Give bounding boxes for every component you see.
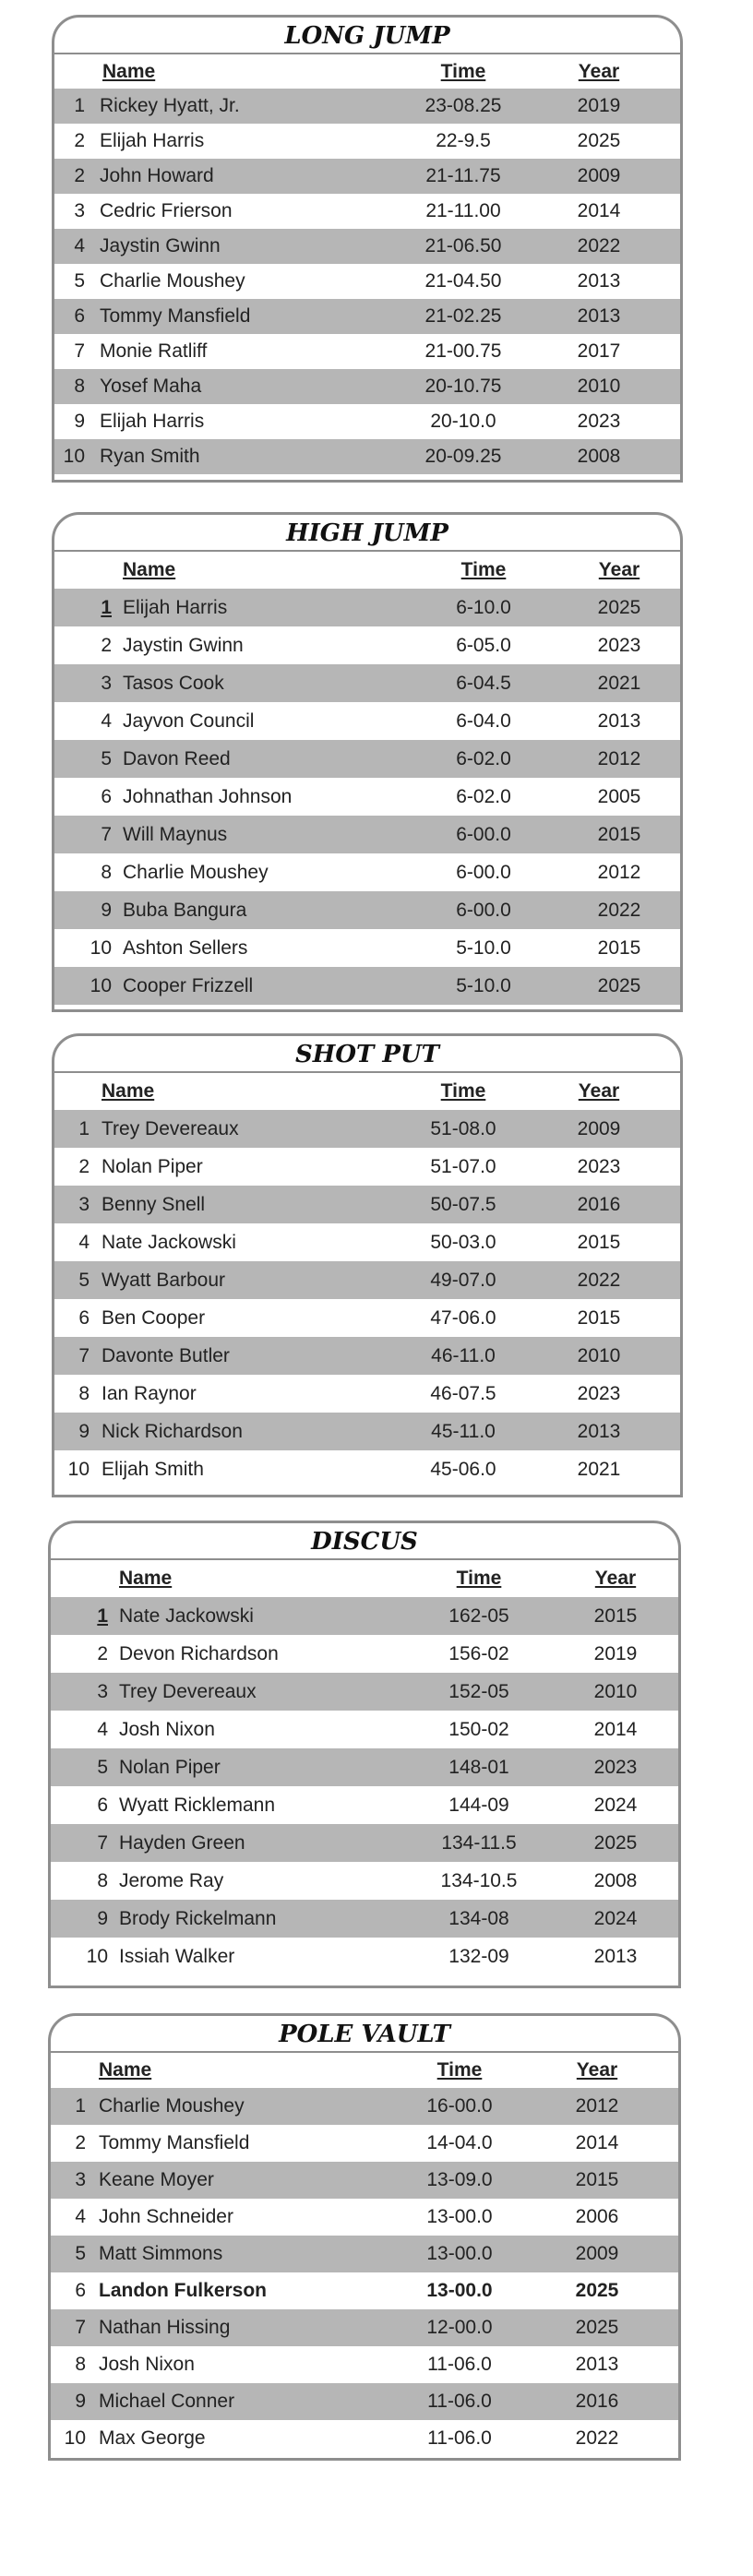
name-cell: Wyatt Barbour	[102, 1269, 226, 1291]
name-cell: Elijah Smith	[102, 1458, 204, 1480]
name-cell: Wyatt Ricklemann	[119, 1794, 276, 1816]
rank-cell: 10	[86, 1945, 108, 1967]
year-cell: 2016	[577, 1193, 621, 1215]
rank-cell: 2	[97, 1642, 108, 1664]
rank-cell: 2	[75, 2132, 86, 2153]
table-row	[54, 124, 680, 159]
rank-cell: 7	[78, 1344, 90, 1366]
table-row	[51, 1635, 678, 1673]
name-cell: Yosef Maha	[100, 376, 202, 397]
time-cell: 148-01	[448, 1756, 509, 1778]
rank-cell: 5	[74, 270, 85, 292]
table-header	[51, 2053, 678, 2088]
table-row	[54, 264, 680, 299]
rank-cell: 9	[78, 1420, 90, 1442]
time-cell: 162-05	[448, 1604, 509, 1627]
rank-cell: 6	[97, 1794, 108, 1816]
name-cell: Nolan Piper	[119, 1756, 221, 1778]
time-cell: 5-10.0	[456, 974, 511, 996]
table-row	[54, 1223, 680, 1261]
year-cell: 2016	[575, 2391, 619, 2412]
name-cell: Trey Devereaux	[102, 1117, 239, 1139]
table-row	[54, 439, 680, 474]
year-cell: 2024	[593, 1907, 638, 1929]
year-cell: 2023	[577, 1155, 621, 1177]
rank-cell: 7	[74, 340, 85, 362]
year-cell: 2013	[577, 305, 621, 327]
time-header: Time	[440, 60, 486, 82]
year-cell: 2010	[577, 376, 621, 397]
rank-cell: 3	[101, 672, 112, 694]
rank-cell: 5	[101, 747, 112, 769]
year-cell: 2025	[575, 2317, 619, 2338]
rank-cell: 9	[97, 1907, 108, 1929]
name-cell: Nate Jackowski	[102, 1231, 236, 1253]
time-cell: 45-11.0	[431, 1420, 496, 1442]
year-header: Year	[576, 2059, 618, 2081]
name-cell: Davon Reed	[123, 747, 231, 769]
section-title: HIGH JUMP	[54, 515, 680, 552]
table-row	[54, 1261, 680, 1299]
year-cell: 2010	[577, 1344, 621, 1366]
year-cell: 2021	[577, 1458, 621, 1480]
table-header	[51, 1560, 678, 1597]
name-cell: John Howard	[100, 165, 214, 186]
rank-cell: 1	[74, 95, 85, 116]
section-title: LONG JUMP	[54, 18, 680, 54]
time-cell: 21-02.25	[424, 305, 502, 327]
rank-cell: 9	[74, 411, 85, 432]
year-cell: 2013	[575, 2354, 619, 2375]
year-cell: 2014	[575, 2132, 619, 2153]
time-cell: 23-08.25	[424, 95, 502, 116]
time-cell: 46-07.5	[430, 1382, 496, 1404]
name-cell: Devon Richardson	[119, 1642, 279, 1664]
table-row	[54, 967, 680, 1005]
time-cell: 6-00.0	[456, 899, 511, 921]
time-cell: 13-00.0	[426, 2206, 493, 2227]
year-cell: 2019	[593, 1642, 638, 1664]
year-cell: 2006	[575, 2206, 619, 2227]
time-cell: 156-02	[448, 1642, 509, 1664]
name-cell: Cooper Frizzell	[123, 974, 254, 996]
time-cell: 134-11.5	[441, 1831, 517, 1854]
rank-cell: 7	[97, 1831, 108, 1854]
time-header: Time	[436, 2059, 483, 2081]
rank-cell: 7	[101, 823, 112, 845]
name-cell: Ben Cooper	[102, 1306, 206, 1329]
rank-cell: 3	[78, 1193, 90, 1215]
table-row	[54, 89, 680, 124]
section-title: POLE VAULT	[51, 2016, 678, 2053]
time-cell: 45-06.0	[430, 1458, 496, 1480]
year-header: Year	[598, 559, 640, 580]
time-cell: 21-06.50	[424, 235, 502, 256]
table-row	[51, 2125, 678, 2162]
time-cell: 20-10.0	[430, 411, 496, 432]
table-row	[51, 2272, 678, 2309]
time-cell: 51-07.0	[430, 1155, 496, 1177]
table-row	[51, 1673, 678, 1711]
rank-cell: 6	[75, 2280, 86, 2301]
name-cell: Landon Fulkerson	[99, 2280, 268, 2301]
time-cell: 11-06.0	[427, 2354, 492, 2375]
table-row	[54, 929, 680, 967]
table-row	[51, 2088, 678, 2125]
long-jump-table	[52, 15, 683, 483]
year-cell: 2015	[597, 823, 641, 845]
table-row	[54, 299, 680, 334]
time-cell: 22-9.5	[436, 130, 491, 151]
rank-cell: 4	[75, 2206, 86, 2227]
rank-cell: 6	[74, 305, 85, 327]
name-cell: Jerome Ray	[119, 1869, 224, 1891]
time-header: Time	[460, 559, 507, 580]
year-header: Year	[578, 60, 620, 82]
year-cell: 2024	[593, 1794, 638, 1816]
year-cell: 2012	[597, 747, 641, 769]
table-row	[54, 891, 680, 929]
name-cell: Will Maynus	[123, 823, 228, 845]
time-cell: 5-10.0	[456, 936, 511, 959]
time-cell: 152-05	[448, 1680, 509, 1702]
rank-cell: 10	[64, 2427, 86, 2449]
rank-cell: 9	[75, 2391, 86, 2412]
table-row	[54, 1375, 680, 1413]
name-cell: Rickey Hyatt, Jr.	[100, 95, 240, 116]
rank-cell: 2	[74, 165, 85, 186]
rank-cell: 10	[90, 936, 112, 959]
rank-cell: 5	[75, 2243, 86, 2264]
year-cell: 2025	[597, 974, 641, 996]
table-row	[51, 2383, 678, 2420]
year-cell: 2025	[593, 1831, 638, 1854]
year-cell: 2025	[597, 596, 641, 618]
time-cell: 50-07.5	[430, 1193, 496, 1215]
year-cell: 2013	[597, 710, 641, 732]
year-cell: 2022	[577, 235, 621, 256]
year-cell: 2017	[577, 340, 621, 362]
table-row	[51, 1900, 678, 1938]
name-cell: Jaystin Gwinn	[100, 235, 221, 256]
year-cell: 2015	[597, 936, 641, 959]
year-cell: 2015	[593, 1604, 638, 1627]
rank-cell: 2	[78, 1155, 90, 1177]
name-cell: Elijah Harris	[123, 596, 228, 618]
rank-cell: 6	[78, 1306, 90, 1329]
table-row	[51, 1748, 678, 1786]
rank-cell: 8	[101, 861, 112, 883]
time-cell: 12-00.0	[426, 2317, 493, 2338]
year-cell: 2023	[577, 411, 621, 432]
table-row	[54, 229, 680, 264]
table-row	[51, 1597, 678, 1635]
name-cell: Josh Nixon	[119, 1718, 215, 1740]
year-cell: 2013	[577, 1420, 621, 1442]
table-row	[54, 369, 680, 404]
rank-cell: 3	[74, 200, 85, 221]
year-cell: 2025	[577, 130, 621, 151]
table-row	[54, 1337, 680, 1375]
year-cell: 2019	[577, 95, 621, 116]
name-cell: Ian Raynor	[102, 1382, 197, 1404]
rank-cell: 4	[97, 1718, 108, 1740]
section-title: SHOT PUT	[54, 1036, 680, 1073]
rank-cell: 6	[101, 785, 112, 807]
table-row	[54, 159, 680, 194]
rank-cell: 10	[63, 446, 85, 467]
time-cell: 6-04.5	[456, 672, 511, 694]
name-cell: Michael Conner	[99, 2391, 235, 2412]
time-header: Time	[456, 1568, 502, 1589]
time-cell: 14-04.0	[426, 2132, 493, 2153]
table-row	[51, 2162, 678, 2199]
table-row	[51, 2346, 678, 2383]
year-cell: 2015	[577, 1306, 621, 1329]
time-cell: 6-04.0	[456, 710, 511, 732]
year-cell: 2005	[597, 785, 641, 807]
table-row	[54, 1413, 680, 1450]
high-jump-table	[52, 512, 683, 1012]
time-cell: 16-00.0	[426, 2095, 493, 2117]
time-cell: 132-09	[448, 1945, 509, 1967]
table-row	[54, 816, 680, 853]
time-cell: 51-08.0	[430, 1117, 496, 1139]
name-cell: Keane Moyer	[99, 2169, 214, 2190]
table-row	[54, 853, 680, 891]
rank-cell: 4	[101, 710, 112, 732]
name-cell: Ryan Smith	[100, 446, 200, 467]
pole-vault-table	[48, 2013, 681, 2461]
rank-cell: 9	[101, 899, 112, 921]
table-row	[51, 2199, 678, 2236]
table-row	[54, 1148, 680, 1186]
table-row	[51, 1711, 678, 1748]
name-cell: Ashton Sellers	[123, 936, 248, 959]
name-header: Name	[102, 1080, 155, 1102]
rank-cell: 5	[78, 1269, 90, 1291]
year-cell: 2025	[575, 2280, 619, 2301]
name-cell: Tommy Mansfield	[100, 305, 251, 327]
year-cell: 2013	[577, 270, 621, 292]
time-cell: 11-06.0	[427, 2391, 492, 2412]
name-cell: Monie Ratliff	[100, 340, 208, 362]
table-row	[54, 626, 680, 664]
name-cell: Nolan Piper	[102, 1155, 203, 1177]
name-cell: Davonte Butler	[102, 1344, 230, 1366]
time-cell: 21-00.75	[424, 340, 502, 362]
table-row	[54, 664, 680, 702]
time-cell: 21-11.00	[425, 200, 501, 221]
table-row	[51, 2309, 678, 2346]
year-cell: 2023	[597, 634, 641, 656]
name-cell: Hayden Green	[119, 1831, 245, 1854]
time-cell: 47-06.0	[430, 1306, 496, 1329]
time-cell: 46-11.0	[431, 1344, 496, 1366]
year-cell: 2015	[575, 2169, 619, 2190]
name-cell: Charlie Moushey	[100, 270, 245, 292]
name-cell: Josh Nixon	[99, 2354, 195, 2375]
year-cell: 2008	[593, 1869, 638, 1891]
table-row	[54, 702, 680, 740]
name-cell: Elijah Harris	[100, 130, 205, 151]
table-row	[51, 1824, 678, 1862]
rank-cell: 4	[74, 235, 85, 256]
name-header: Name	[123, 559, 176, 580]
name-cell: Tommy Mansfield	[99, 2132, 250, 2153]
rank-cell: 10	[90, 974, 112, 996]
year-cell: 2012	[597, 861, 641, 883]
table-row	[54, 778, 680, 816]
name-cell: Jayvon Council	[123, 710, 255, 732]
table-row	[54, 404, 680, 439]
year-cell: 2010	[593, 1680, 638, 1702]
time-cell: 134-08	[448, 1907, 509, 1929]
discus-table	[48, 1521, 681, 1988]
name-cell: Jaystin Gwinn	[123, 634, 244, 656]
name-cell: Cedric Frierson	[100, 200, 233, 221]
table-row	[54, 1110, 680, 1148]
table-row	[51, 1938, 678, 1975]
time-cell: 13-00.0	[426, 2280, 493, 2301]
name-header: Name	[119, 1568, 173, 1589]
rank-cell: 1	[101, 596, 112, 618]
year-cell: 2014	[577, 200, 621, 221]
year-cell: 2022	[575, 2427, 619, 2449]
year-cell: 2015	[577, 1231, 621, 1253]
year-cell: 2012	[575, 2095, 619, 2117]
time-cell: 6-05.0	[456, 634, 511, 656]
time-cell: 6-00.0	[456, 861, 511, 883]
name-cell: Brody Rickelmann	[119, 1907, 277, 1929]
year-cell: 2008	[577, 446, 621, 467]
table-row	[54, 589, 680, 626]
name-cell: Matt Simmons	[99, 2243, 223, 2264]
rank-cell: 2	[101, 634, 112, 656]
rank-cell: 1	[78, 1117, 90, 1139]
time-cell: 150-02	[448, 1718, 509, 1740]
time-cell: 134-10.5	[440, 1869, 518, 1891]
table-row	[51, 1786, 678, 1824]
year-cell: 2022	[577, 1269, 621, 1291]
section-title: DISCUS	[51, 1523, 678, 1560]
year-cell: 2009	[575, 2243, 619, 2264]
table-row	[54, 1450, 680, 1488]
name-header: Name	[102, 60, 156, 82]
time-header: Time	[440, 1080, 486, 1102]
name-cell: Elijah Harris	[100, 411, 205, 432]
time-cell: 6-02.0	[456, 747, 511, 769]
name-cell: Benny Snell	[102, 1193, 206, 1215]
rank-cell: 5	[97, 1756, 108, 1778]
rank-cell: 2	[74, 130, 85, 151]
table-header	[54, 1073, 680, 1110]
name-cell: Nick Richardson	[102, 1420, 243, 1442]
shot-put-table	[52, 1033, 683, 1497]
time-cell: 13-09.0	[426, 2169, 493, 2190]
year-header: Year	[594, 1568, 637, 1589]
table-row	[54, 334, 680, 369]
rank-cell: 10	[67, 1458, 90, 1480]
year-cell: 2023	[577, 1382, 621, 1404]
rank-cell: 8	[97, 1869, 108, 1891]
table-header	[54, 54, 680, 89]
time-cell: 50-03.0	[430, 1231, 496, 1253]
rank-cell: 1	[75, 2095, 86, 2117]
table-row	[54, 1186, 680, 1223]
time-cell: 20-09.25	[424, 446, 502, 467]
rank-cell: 4	[78, 1231, 90, 1253]
table-row	[51, 1862, 678, 1900]
time-cell: 6-02.0	[456, 785, 511, 807]
rank-cell: 8	[78, 1382, 90, 1404]
time-cell: 6-10.0	[456, 596, 511, 618]
name-cell: Buba Bangura	[123, 899, 247, 921]
table-row	[54, 194, 680, 229]
year-cell: 2009	[577, 1117, 621, 1139]
table-row	[54, 740, 680, 778]
table-row	[51, 2236, 678, 2272]
name-cell: Issiah Walker	[119, 1945, 235, 1967]
rank-cell: 8	[75, 2354, 86, 2375]
name-cell: Nate Jackowski	[119, 1604, 254, 1627]
year-cell: 2014	[593, 1718, 638, 1740]
time-cell: 49-07.0	[430, 1269, 496, 1291]
time-cell: 21-04.50	[424, 270, 502, 292]
rank-cell: 1	[97, 1604, 108, 1627]
rank-cell: 8	[74, 376, 85, 397]
rank-cell: 7	[75, 2317, 86, 2338]
name-cell: Johnathan Johnson	[123, 785, 293, 807]
table-header	[54, 552, 680, 589]
year-cell: 2021	[597, 672, 641, 694]
table-row	[51, 2420, 678, 2457]
time-cell: 21-11.75	[425, 165, 501, 186]
time-cell: 6-00.0	[456, 823, 511, 845]
year-header: Year	[578, 1080, 620, 1102]
name-cell: Tasos Cook	[123, 672, 224, 694]
name-header: Name	[99, 2059, 152, 2081]
time-cell: 13-00.0	[426, 2243, 493, 2264]
rank-cell: 3	[75, 2169, 86, 2190]
time-cell: 20-10.75	[424, 376, 502, 397]
name-cell: John Schneider	[99, 2206, 233, 2227]
table-row	[54, 1299, 680, 1337]
year-cell: 2009	[577, 165, 621, 186]
year-cell: 2023	[593, 1756, 638, 1778]
rank-cell: 3	[97, 1680, 108, 1702]
year-cell: 2022	[597, 899, 641, 921]
name-cell: Charlie Moushey	[99, 2095, 245, 2117]
name-cell: Max George	[99, 2427, 206, 2449]
time-cell: 11-06.0	[427, 2427, 492, 2449]
name-cell: Nathan Hissing	[99, 2317, 231, 2338]
name-cell: Charlie Moushey	[123, 861, 269, 883]
name-cell: Trey Devereaux	[119, 1680, 257, 1702]
time-cell: 144-09	[448, 1794, 509, 1816]
year-cell: 2013	[593, 1945, 638, 1967]
